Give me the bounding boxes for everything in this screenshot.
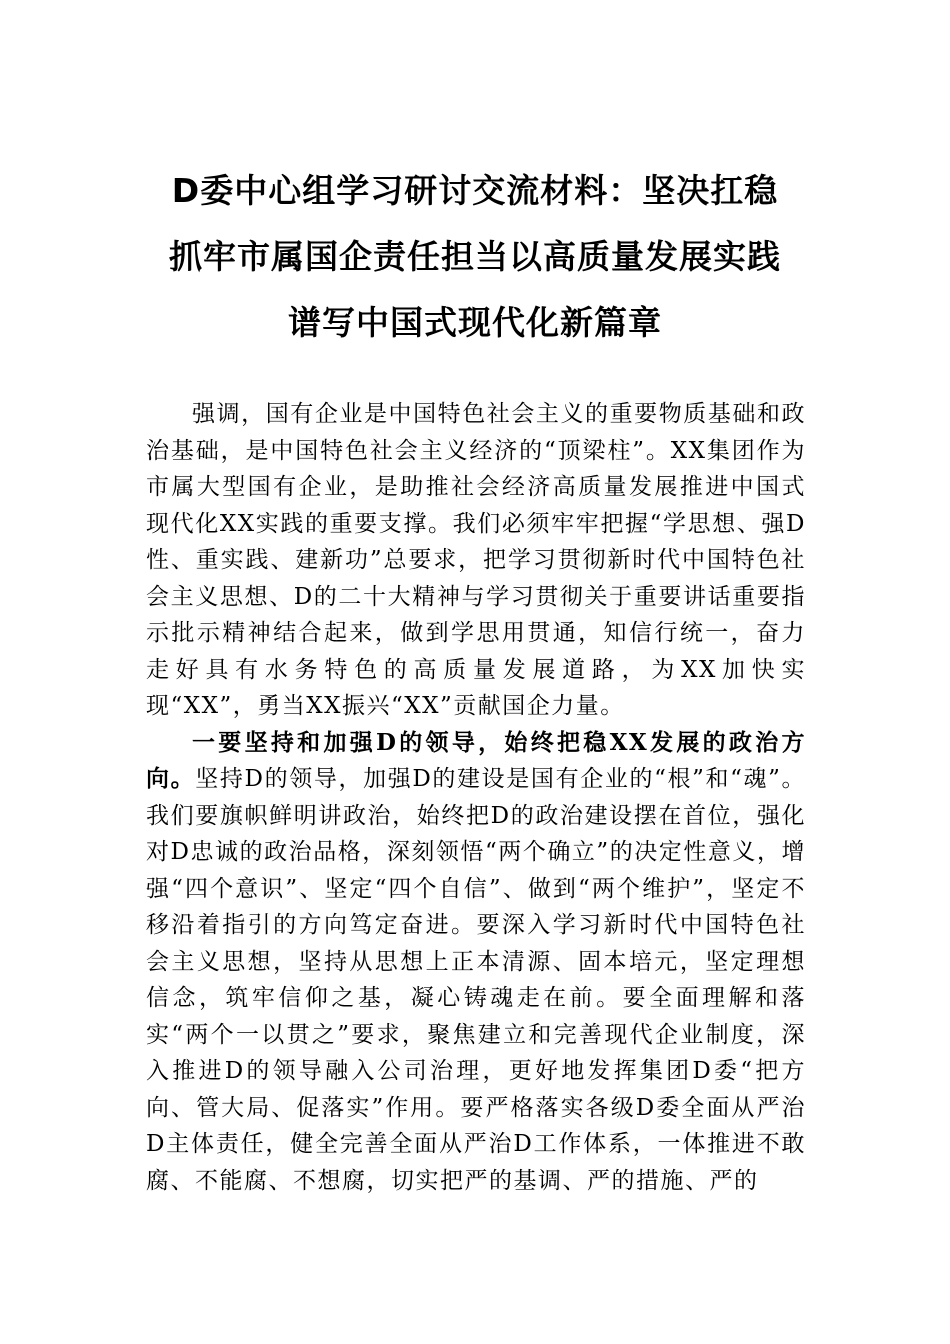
section-1-text: 坚持D的领导，加强D的建设是国有企业的“根”和“魂”。我们要旗帜鲜明讲政治，始终把D的政治建设摆在首位，强化对D忠诚的政治品格，深刻领悟“两个确立”的决定性意义，增强“四个意识”、坚定“四个自信”、做到“两个维护”，坚定不移沿着指引的方向笃定奋进。要深入学习新时代中国特色社会主义思想，坚持从思想上正本清源、固本培元，坚定理想信念，筑牢信仰之基，凝心铸魂走在前。要全面理解和落实“两个一以贯之”要求，聚焦建立和完善现代企业制度，深入推进D的领导融入公司治理，更好地发挥集团D委“把方向、管大局、促落实”作用。要严格落实各级D委全面从严治D主体责任，健全完善全面从严治D工作体系，一体推进不敢腐、不能腐、不想腐，切实把严的基调、严的措施、严的 [146,766,807,1194]
title-line-3: 谱写中国式现代化新篇章 [288,303,662,342]
document-title [145,158,805,356]
paragraph-section-1 [146,725,806,1200]
title-line-1: D委中心组学习研讨交流材料：坚决扛稳 [171,171,779,210]
title-line-2: 抓牢市属国企责任担当以高质量发展实践 [169,237,781,276]
section-1-heading: 一要坚持和加强D的领导，始终把稳XX发展的政治方向。 [146,728,806,792]
paragraph-intro [146,396,806,725]
document-body [146,396,806,1199]
paragraph-intro-text: 强调，国有企业是中国特色社会主义的重要物质基础和政治基础，是中国特色社会主义经济的“顶梁柱”。XX集团作为市属大型国有企业，是助推社会经济高质量发展推进中国式现代化XX实践的重要支撑。我们必须牢牢把握“学思想、强D性、重实践、建新功”总要求，把学习贯彻新时代中国特色社会主义思想、D的二十大精神与学习贯彻关于重要讲话重要指示批示精神结合起来，做到学思用贯通，知信行统一，奋力走好具有水务特色的高质量发展道路，为XX加快实现“XX”，勇当XX振兴“XX”贡献国企力量。 [146,401,806,719]
